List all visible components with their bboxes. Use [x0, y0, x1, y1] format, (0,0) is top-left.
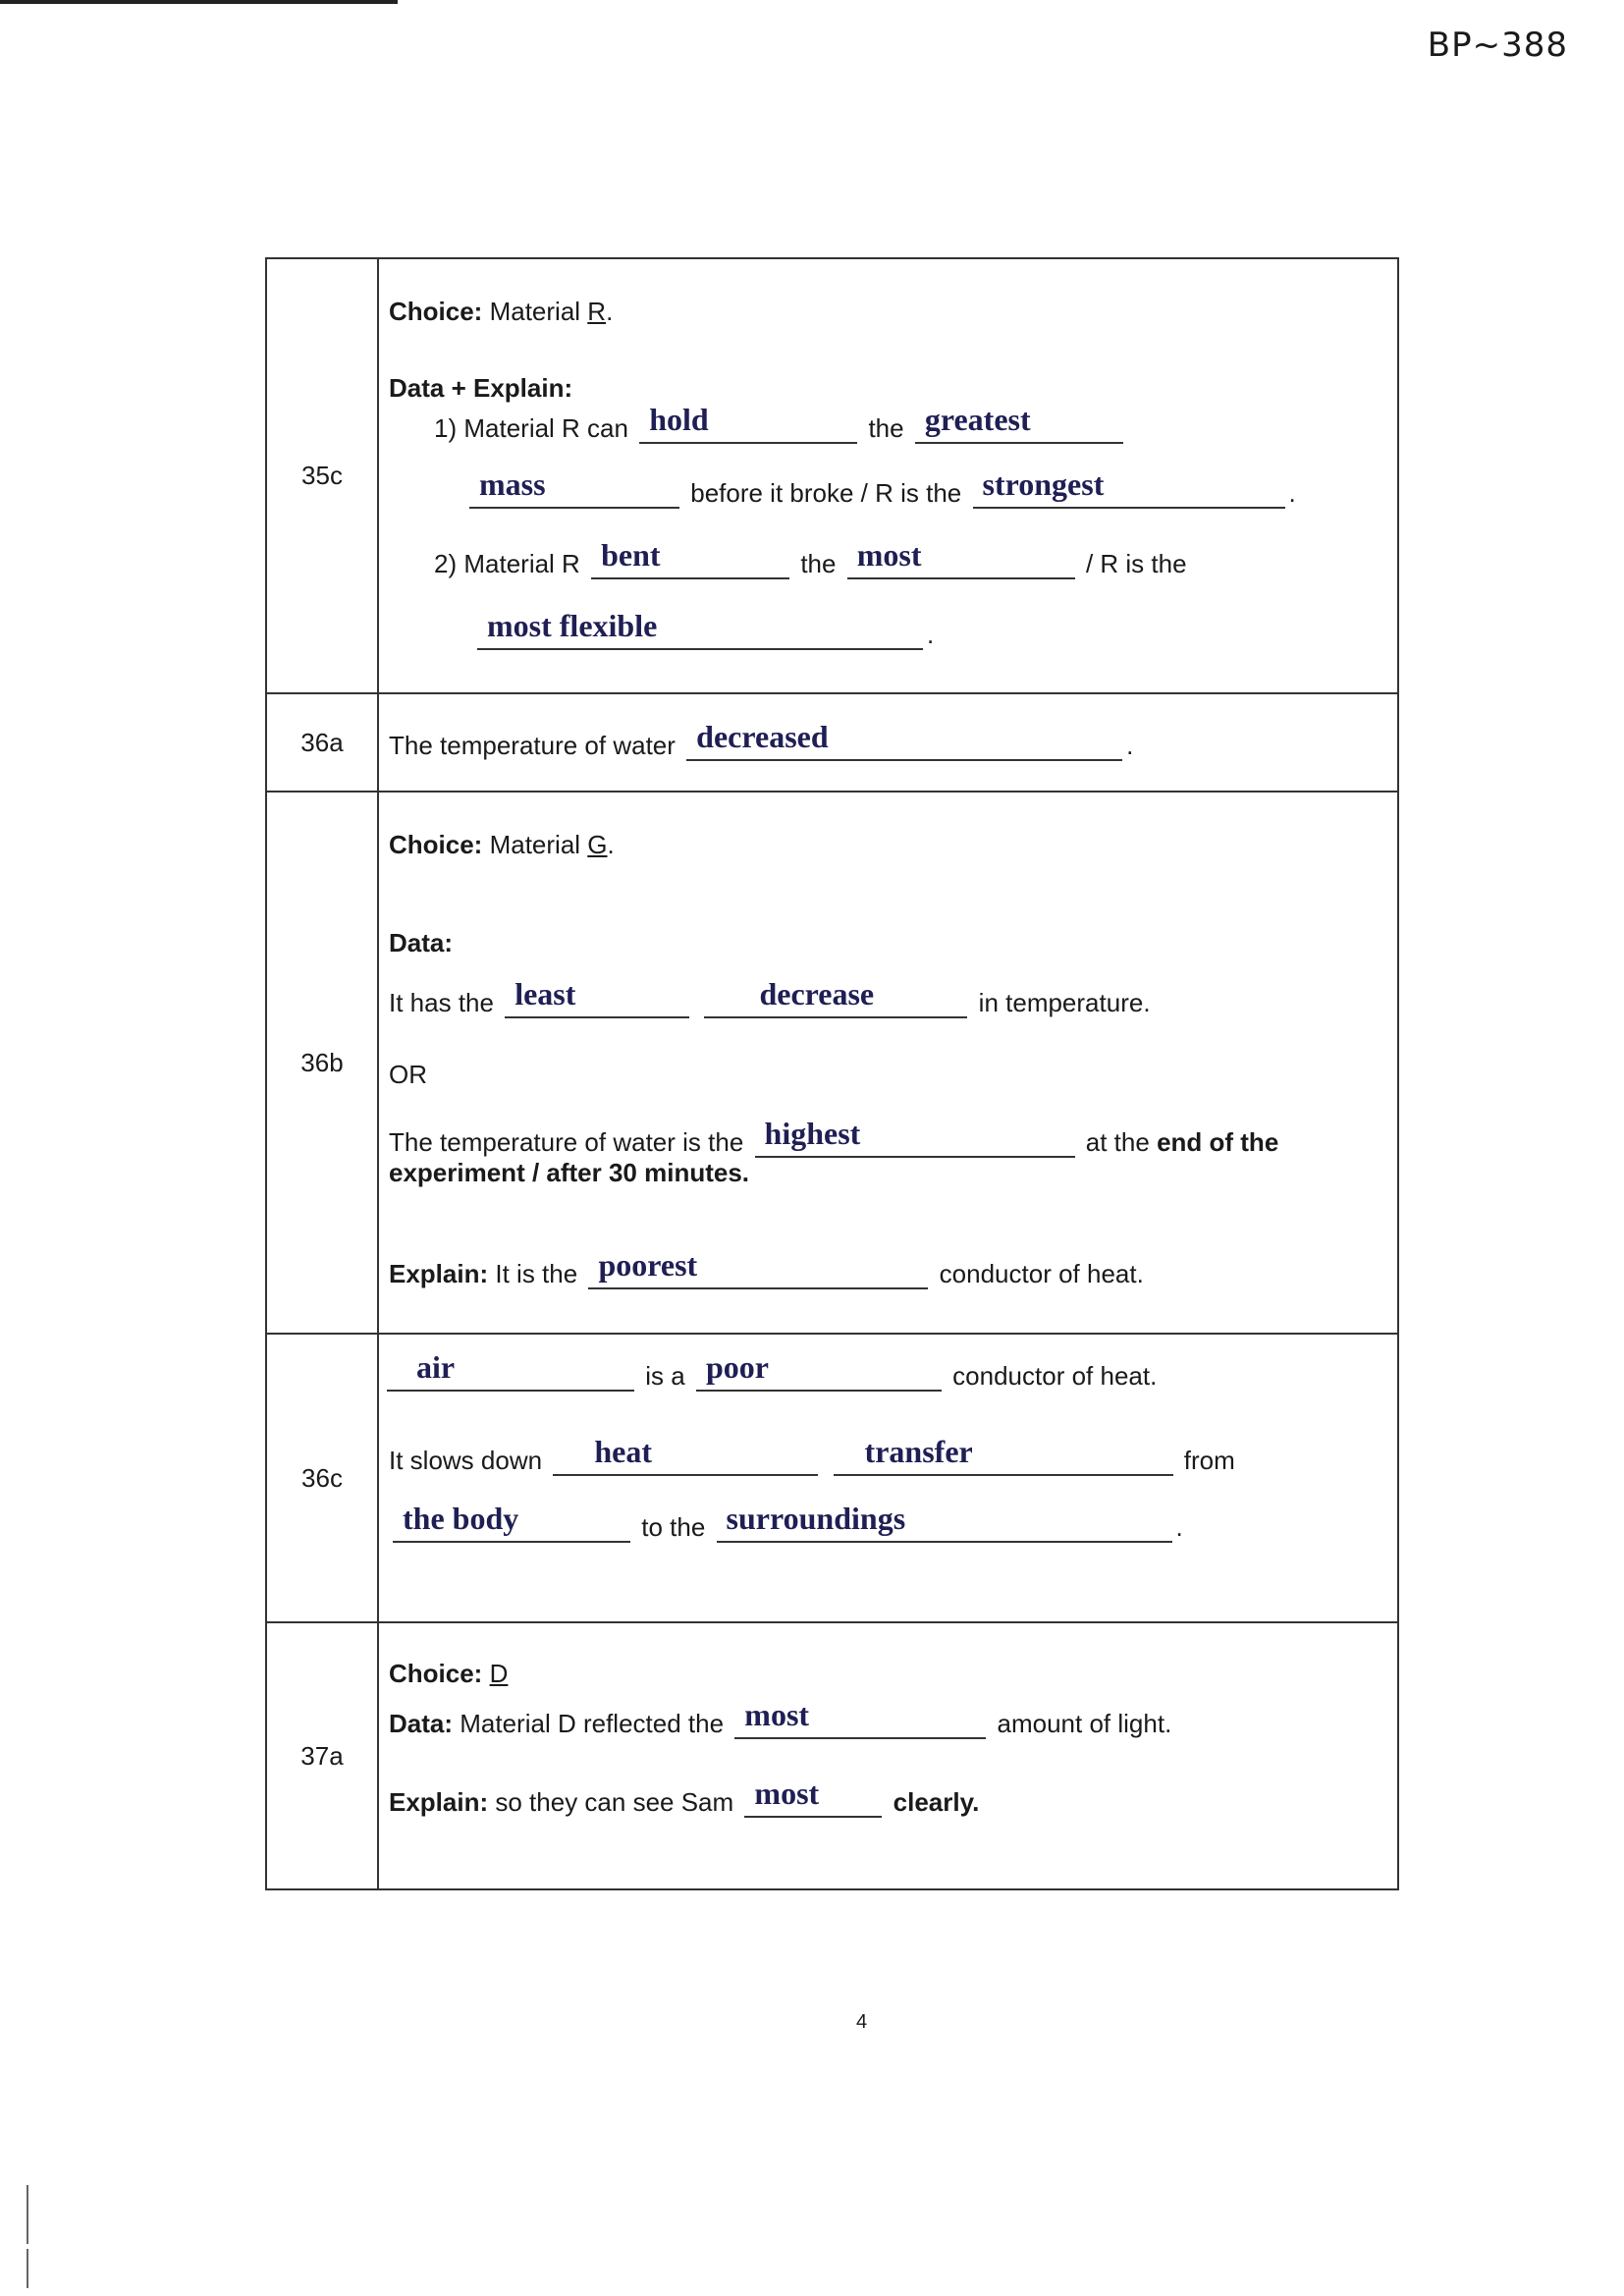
answer-blank	[505, 976, 689, 1018]
data-explain-label: Data + Explain:	[389, 373, 573, 403]
answer-blank	[847, 537, 1075, 579]
handwritten-answer: hold	[649, 402, 709, 437]
answer-blank	[387, 1349, 634, 1392]
handwritten-answer: air	[416, 1349, 456, 1385]
item-number: 2)	[434, 549, 458, 578]
handwritten-answer: highest	[764, 1116, 861, 1151]
static-text: the	[800, 549, 837, 578]
choice-label: Choice:	[389, 1659, 483, 1688]
choice-text: Material	[489, 297, 588, 326]
static-text: is a	[645, 1361, 685, 1391]
question-label: 36b	[266, 792, 378, 1334]
choice-value: D	[489, 1659, 509, 1688]
answer-blank	[744, 1776, 882, 1818]
question-label: 36c	[266, 1334, 378, 1622]
row-37a	[266, 1622, 1398, 1889]
static-text: clearly.	[893, 1787, 980, 1817]
choice-label: Choice:	[389, 297, 483, 326]
data-label: Data:	[389, 1709, 454, 1738]
answer-blank	[591, 537, 789, 579]
document-code: BP~388	[1427, 26, 1568, 65]
data-label: Data:	[389, 928, 454, 957]
static-text: It slows down	[389, 1446, 543, 1475]
or-text: OR	[389, 1060, 427, 1089]
static-text: conductor of heat.	[952, 1361, 1158, 1391]
static-text: Material R can	[463, 413, 628, 443]
answer-blank	[393, 1501, 630, 1543]
static-text: experiment / after 30 minutes.	[389, 1158, 750, 1187]
page-number: 4	[856, 2011, 868, 2033]
static-text: at the	[1085, 1127, 1150, 1157]
handwritten-answer: bent	[601, 537, 661, 573]
handwritten-answer: most	[754, 1776, 820, 1811]
handwritten-answer: strongest	[982, 466, 1105, 502]
static-text: It has the	[389, 988, 494, 1017]
handwritten-answer: most	[744, 1697, 810, 1732]
static-text: from	[1183, 1446, 1235, 1475]
answer-cell: Choice: Material R. Data + Explain: 1) Material R can hold the greatest mass before it broke / R is the strongest . 2) Material R bent the most / R is the most flexible .	[378, 258, 1398, 693]
explain-label: Explain:	[389, 1787, 489, 1817]
handwritten-answer: the body	[403, 1501, 519, 1536]
static-text: Material D reflected the	[460, 1709, 725, 1738]
margin-mark	[27, 2249, 28, 2288]
item-number: 1)	[434, 413, 458, 443]
answer-blank	[704, 976, 967, 1018]
handwritten-answer: least	[514, 976, 576, 1011]
static-text: Material R	[463, 549, 580, 578]
answer-blank	[734, 1697, 986, 1739]
explain-label: Explain:	[389, 1259, 489, 1288]
static-text: in temperature.	[978, 988, 1151, 1017]
static-text: / R is the	[1085, 549, 1187, 578]
handwritten-answer: mass	[479, 466, 546, 502]
answer-blank	[834, 1434, 1173, 1476]
choice-value: G	[587, 830, 608, 859]
static-text: The temperature of water	[389, 731, 676, 760]
answer-cell: Choice: Material G. Data: It has the least decrease in temperature. OR The temperature of water is the highest at the end of the experiment / after 30 minutes. Explain: It is the poorest conductor of heat.	[378, 792, 1398, 1334]
row-36a	[266, 693, 1398, 792]
handwritten-answer: decreased	[696, 719, 829, 754]
answer-blank	[469, 466, 679, 509]
static-text: the	[868, 413, 904, 443]
margin-mark	[27, 2185, 28, 2244]
question-label: 35c	[266, 258, 378, 693]
handwritten-answer: most flexible	[487, 608, 658, 643]
handwritten-answer: most	[856, 537, 922, 573]
handwritten-answer: poor	[705, 1349, 769, 1385]
answer-blank	[553, 1434, 818, 1476]
static-text: The temperature of water is the	[389, 1127, 744, 1157]
answer-blank	[973, 466, 1285, 509]
top-edge-rule	[0, 0, 398, 4]
answer-blank	[696, 1349, 942, 1392]
answer-cell	[378, 1622, 1398, 1889]
choice-label: Choice:	[389, 830, 483, 859]
answer-blank	[477, 608, 923, 650]
question-label: 37a	[266, 1622, 378, 1889]
answer-blank	[717, 1501, 1172, 1543]
question-label: 36a	[266, 693, 378, 792]
row-35c	[266, 258, 1398, 693]
choice-text: Material	[489, 830, 588, 859]
handwritten-answer: greatest	[924, 402, 1031, 437]
handwritten-answer: heat	[594, 1434, 652, 1469]
static-text: so they can see Sam	[495, 1787, 734, 1817]
answer-cell: air is a poor conductor of heat. It slows down heat transfer from the body to the surroundings .	[378, 1334, 1398, 1622]
handwritten-answer: decrease	[759, 976, 875, 1011]
static-text: end of the	[1157, 1127, 1279, 1157]
choice-value: R	[587, 297, 607, 326]
row-36b	[266, 792, 1398, 1334]
handwritten-answer: poorest	[598, 1247, 698, 1283]
answer-table	[265, 257, 1399, 1890]
answer-blank	[588, 1247, 928, 1289]
answer-blank	[755, 1116, 1075, 1158]
answer-blank	[639, 402, 857, 444]
static-text: conductor of heat.	[939, 1259, 1144, 1288]
static-text: before it broke / R is the	[690, 478, 962, 508]
static-text: It is the	[495, 1259, 578, 1288]
answer-cell: The temperature of water decreased .	[378, 693, 1398, 792]
handwritten-answer: transfer	[864, 1434, 973, 1469]
handwritten-answer: surroundings	[726, 1501, 906, 1536]
row-36c	[266, 1334, 1398, 1622]
answer-blank	[915, 402, 1123, 444]
static-text: to the	[641, 1512, 706, 1542]
static-text: amount of light.	[997, 1709, 1172, 1738]
